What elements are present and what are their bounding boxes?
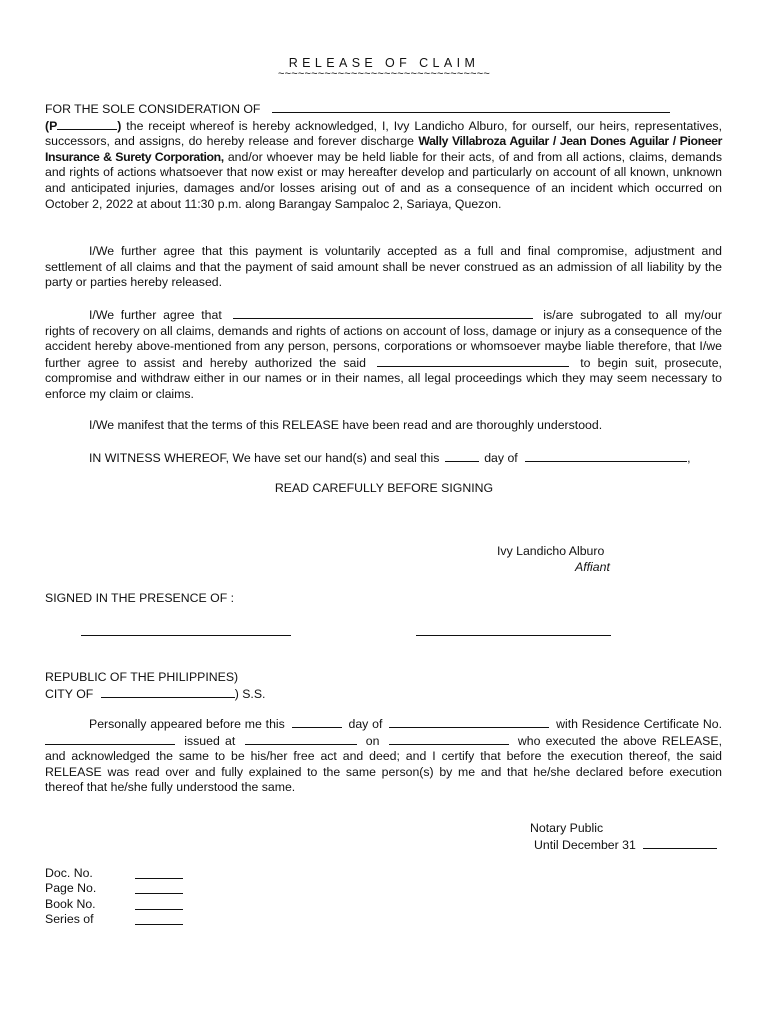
- peso-close: ): [117, 118, 122, 133]
- affiant-name: Ivy Landicho Alburo: [497, 544, 605, 558]
- series-blank[interactable]: [135, 912, 183, 925]
- compromise-paragraph: [45, 244, 722, 291]
- subrogation-paragraph: [45, 307, 722, 403]
- ack-text-e: on: [365, 733, 380, 748]
- witness-month-blank[interactable]: [525, 450, 687, 462]
- subrogation-text-c: to begin suit, prosecute, compromise and withdraw either in our names or in their names, all legal proceedings which they may seem necessary to enforce my claim or claims.: [45, 355, 722, 401]
- document-title: RELEASE OF CLAIM: [288, 56, 480, 70]
- amount-in-words-blank[interactable]: [272, 101, 670, 113]
- ack-text-d: issued at: [184, 733, 236, 748]
- consideration-lead: FOR THE SOLE CONSIDERATION OF: [45, 102, 261, 116]
- city-line: [45, 686, 265, 703]
- peso-open: (P: [45, 118, 58, 133]
- affiant-label: Affiant: [575, 560, 610, 574]
- ack-month-blank[interactable]: [389, 716, 549, 728]
- doc-no-blank[interactable]: [135, 866, 183, 879]
- peso-amount-blank[interactable]: [57, 118, 117, 130]
- acknowledgment-paragraph: [45, 716, 722, 796]
- notary-public-label: Notary Public: [530, 821, 604, 835]
- release-text-a: the receipt whereof is hereby acknowledged, I, Ivy Landicho Alburo, for ourself, our heirs, representatives, successors, and assigns, do hereby release and forever discharge: [45, 118, 722, 149]
- book-no-blank[interactable]: [135, 897, 183, 910]
- ack-text-a: Personally appeared before me this: [89, 717, 285, 731]
- page-no-row: [45, 881, 245, 897]
- city-ss: ) S.S.: [234, 687, 266, 701]
- ack-text-c: with Residence Certificate No.: [556, 717, 723, 731]
- read-carefully-notice: READ CAREFULLY BEFORE SIGNING: [274, 481, 494, 495]
- issued-on-blank[interactable]: [389, 733, 509, 745]
- signed-presence-label: SIGNED IN THE PRESENCE OF :: [45, 591, 235, 605]
- manifest-paragraph: [45, 418, 722, 434]
- ack-text-f: who executed the above RELEASE, and acknowledged the same to be his/her free act and deed; and I certify that before the execution thereof, the said RELEASE was read over and fully explained to the same person(s) by me and that he/she declared before execution thereof that he/she fully understood the same.: [45, 733, 723, 795]
- consideration-paragraph: [45, 101, 722, 212]
- title-underline: ~~~~~~~~~~~~~~~~~~~~~~~~~~~~~~~~: [278, 68, 490, 80]
- until-label: Until December 31: [534, 838, 636, 852]
- subrogation-text-a: I/We further agree that: [89, 308, 222, 322]
- witness-text-b: day of: [484, 451, 518, 465]
- page-no-blank[interactable]: [135, 881, 183, 894]
- until-year-blank[interactable]: [643, 837, 717, 849]
- witness-signature-line-2[interactable]: [416, 623, 611, 636]
- manifest-text: I/We manifest that the terms of this RELEASE have been read and are thoroughly understood.: [89, 418, 603, 432]
- witness-signature-line-1[interactable]: [81, 623, 291, 636]
- subrogee-blank[interactable]: [233, 307, 533, 319]
- residence-cert-blank[interactable]: [45, 733, 175, 745]
- ack-text-b: day of: [348, 717, 383, 731]
- witness-text-c: ,: [687, 451, 691, 465]
- witness-day-blank[interactable]: [445, 450, 479, 462]
- release-text-b: and/or whoever may be held liable for their acts, of and from all actions, claims, demands and rights of actions whatsoever that now exist or may hereafter develop and particularly on account of all known, unknown and anticipated injuries, damages and/or losses arising out of and as a consequence of an incident which occurred on October 2, 2022 at about 11:30 p.m. along Barangay Sampaloc 2, Sariaya, Quezon.: [45, 149, 722, 211]
- ack-day-blank[interactable]: [292, 716, 342, 728]
- republic-heading: REPUBLIC OF THE PHILIPPINES): [45, 670, 239, 684]
- doc-no-row: [45, 866, 245, 882]
- series-label: Series of: [45, 912, 94, 926]
- book-no-row: [45, 897, 245, 913]
- witness-paragraph: [45, 450, 722, 467]
- issued-at-blank[interactable]: [245, 733, 357, 745]
- until-line: [534, 837, 717, 854]
- page-no-label: Page No.: [45, 881, 97, 895]
- doc-no-label: Doc. No.: [45, 866, 93, 880]
- series-row: [45, 912, 245, 928]
- city-label: CITY OF: [45, 687, 94, 701]
- authorized-party-blank[interactable]: [377, 355, 569, 367]
- city-blank[interactable]: [101, 686, 235, 698]
- compromise-text: I/We further agree that this payment is voluntarily accepted as a full and final compromise, adjustment and settlement of all claims and that the payment of said amount shall be never construed as an admission of all liability by the party or parties hereby released.: [45, 244, 722, 290]
- witness-text-a: IN WITNESS WHEREOF, We have set our hand(s) and seal this: [89, 451, 440, 465]
- released-parties: Wally Villabroza Aguilar / Jean Dones Aguilar / Pioneer Insurance & Surety Corporation,: [45, 134, 722, 164]
- subrogation-text-b: is/are subrogated to all my/our rights of recovery on all claims, demands and rights of actions on account of loss, damage or injury as a consequence of the accident hereby above-mentioned from any person, persons, corporations or whomsoever maybe liable therefore, that I/we further agree to assist and hereby authorized the said: [45, 308, 722, 370]
- book-no-label: Book No.: [45, 897, 96, 911]
